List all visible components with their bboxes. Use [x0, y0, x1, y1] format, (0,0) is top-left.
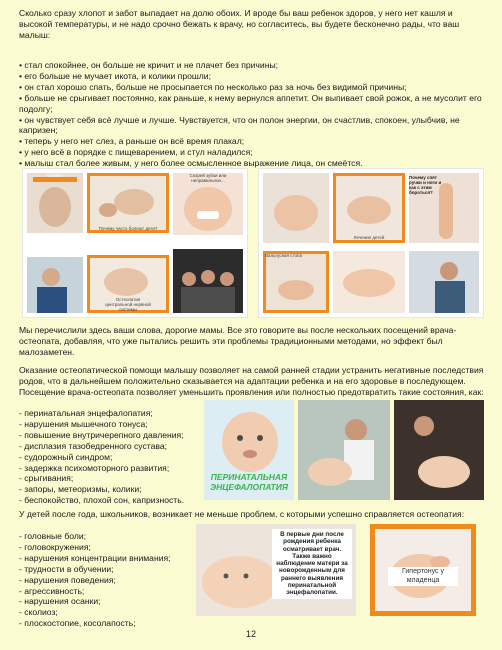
list-item: - нарушения поведения;	[19, 574, 116, 585]
list-item: - сколиоз;	[19, 607, 58, 618]
list-item: - судорожный синдром;	[19, 451, 113, 462]
list-item: • малыш стал более живым, у него более осмысленное выражение лица, он смеётся.	[19, 158, 363, 169]
hands-photo	[333, 251, 405, 313]
school-age-paragraph: У детей после года, школьников, возникает не меньше проблем, с которыми успешно справляется остеопатия:	[19, 509, 465, 519]
list-item: - нарушения концентрации внимания;	[19, 552, 171, 563]
feet-photo	[263, 173, 329, 243]
group-photo	[173, 249, 243, 313]
collage-caption: Почему спят ручки и ноги и как с этим бороться?	[409, 175, 442, 195]
osteopath-infant-photo	[394, 400, 484, 500]
list-item: - головокружения;	[19, 541, 91, 552]
list-item: - дисплазия тазобедренного сустава;	[19, 440, 168, 451]
list-item: - нарушения мышечного тонуса;	[19, 418, 148, 429]
list-item: • теперь у него нет слез, а раньше он всё время плакал;	[19, 136, 245, 147]
collage-caption: Свежее	[46, 173, 64, 178]
list-item: - запоры, метеоризмы, колики;	[19, 484, 142, 495]
page-number: 12	[245, 629, 256, 639]
list-item: • он стал хорошо спать, больше не просыпается по несколько раз за ночь без видимой причины;	[19, 81, 407, 92]
child-massage-photo	[87, 173, 169, 233]
newborn-note-image	[196, 524, 356, 616]
abdomen-massage-photo	[333, 173, 405, 243]
collage-caption: Вальгусная стопа	[265, 253, 302, 258]
infant-conditions-list	[19, 408, 209, 506]
list-item: - повышение внутричерепного давления;	[19, 429, 184, 440]
list-item: - срыгивания;	[19, 473, 74, 484]
foot-valgus-photo	[263, 251, 329, 313]
help-paragraph: Оказание остеопатической помощи малышу позволяет на самой ранней стадии устранить негативные последствия родов, что в дальнейшем положительно сказывается на адаптации ребенка и на его здоровье в последующем. Посещение врача-остеопата позволяет уменьшить проявления или полностью предотвратить такие состояния, как:	[19, 365, 484, 397]
list-item: - агрессивность;	[19, 585, 85, 596]
collage-caption: Почему часто болеют дети?	[98, 226, 158, 231]
photo-collage-right	[258, 168, 484, 318]
hypertonus-image	[370, 524, 476, 616]
doctor-child-photo	[409, 251, 479, 313]
newborn-note-text: В первые дни после рождения ребенка осматривает врач. Также важно наблюдение матери за новорожденным для раннего выявления перинатальной энцефалопатии.	[272, 529, 352, 599]
collage-caption: Лечение детей	[353, 235, 385, 240]
back-treatment-photo	[27, 173, 83, 233]
doctor-photo	[27, 257, 83, 313]
list-item: • у него всё в порядке с пищеварением, и стул наладился;	[19, 147, 253, 158]
list-item: - плоскостопие, косолапость;	[19, 618, 136, 629]
doctor-examining-infant-photo	[298, 400, 390, 500]
hypertonus-label: Гипертонус у младенца	[388, 567, 458, 586]
photo-collage-left	[22, 168, 248, 318]
list-item: • его больше не мучает икота, и колики прошли;	[19, 70, 211, 81]
school-conditions-list	[19, 531, 209, 629]
list-item: - задержка психомоторного развития;	[19, 462, 170, 473]
mothers-words-paragraph: Мы перечислили здесь ваши слова, дорогие мамы. Все это говорите вы после нескольких посещений врача-остеопата, добавляя, что уже пытались решить эти проблемы традиционными методами, но эффект был малозаметен.	[19, 325, 457, 357]
list-item: - головные боли;	[19, 531, 87, 541]
list-item: - беспокойство, плохой сон, капризность.	[19, 495, 185, 506]
list-item: - перинатальная энцефалопатия;	[19, 408, 153, 418]
encephalopathy-label-line2: ЭНЦЕФАЛОПАТИЯ	[209, 482, 288, 492]
list-item: - трудности в обучении;	[19, 563, 114, 574]
changes-list	[19, 60, 485, 169]
perinatal-encephalopathy-image	[204, 400, 294, 500]
list-item: • больше не срыгивает постоянно, как раньше, к нему вернулся аппетит. Он выпивает свой рожок, а не мусолит его подолгу;	[19, 92, 482, 114]
collage-caption: Скорей зубки или неправильное...	[189, 173, 227, 183]
list-item: • стал спокойнее, он больше не кричит и не плачет без причины;	[19, 60, 279, 70]
encephalopathy-label-line1: ПЕРИНАТАЛЬНАЯ	[210, 472, 288, 482]
list-item: • он чувствует себя всё лучше и лучше. Чувствуется, что он полон энергии, он счастлив, спокоен, улыбчив, не капризен;	[19, 114, 460, 136]
list-item: - нарушения осанки;	[19, 596, 101, 607]
collage-caption: Остеопатия центральной нервной системы	[105, 297, 151, 312]
intro-paragraph: Сколько сразу хлопот и забот выпадает на долю обоих. И вроде бы ваш ребенок здоров, у него нет кашля и высокой температуры, и не надо срочно бежать к врачу, но согласитесь, вы будете бесконечно рады, что ваш малыш:	[19, 8, 460, 40]
